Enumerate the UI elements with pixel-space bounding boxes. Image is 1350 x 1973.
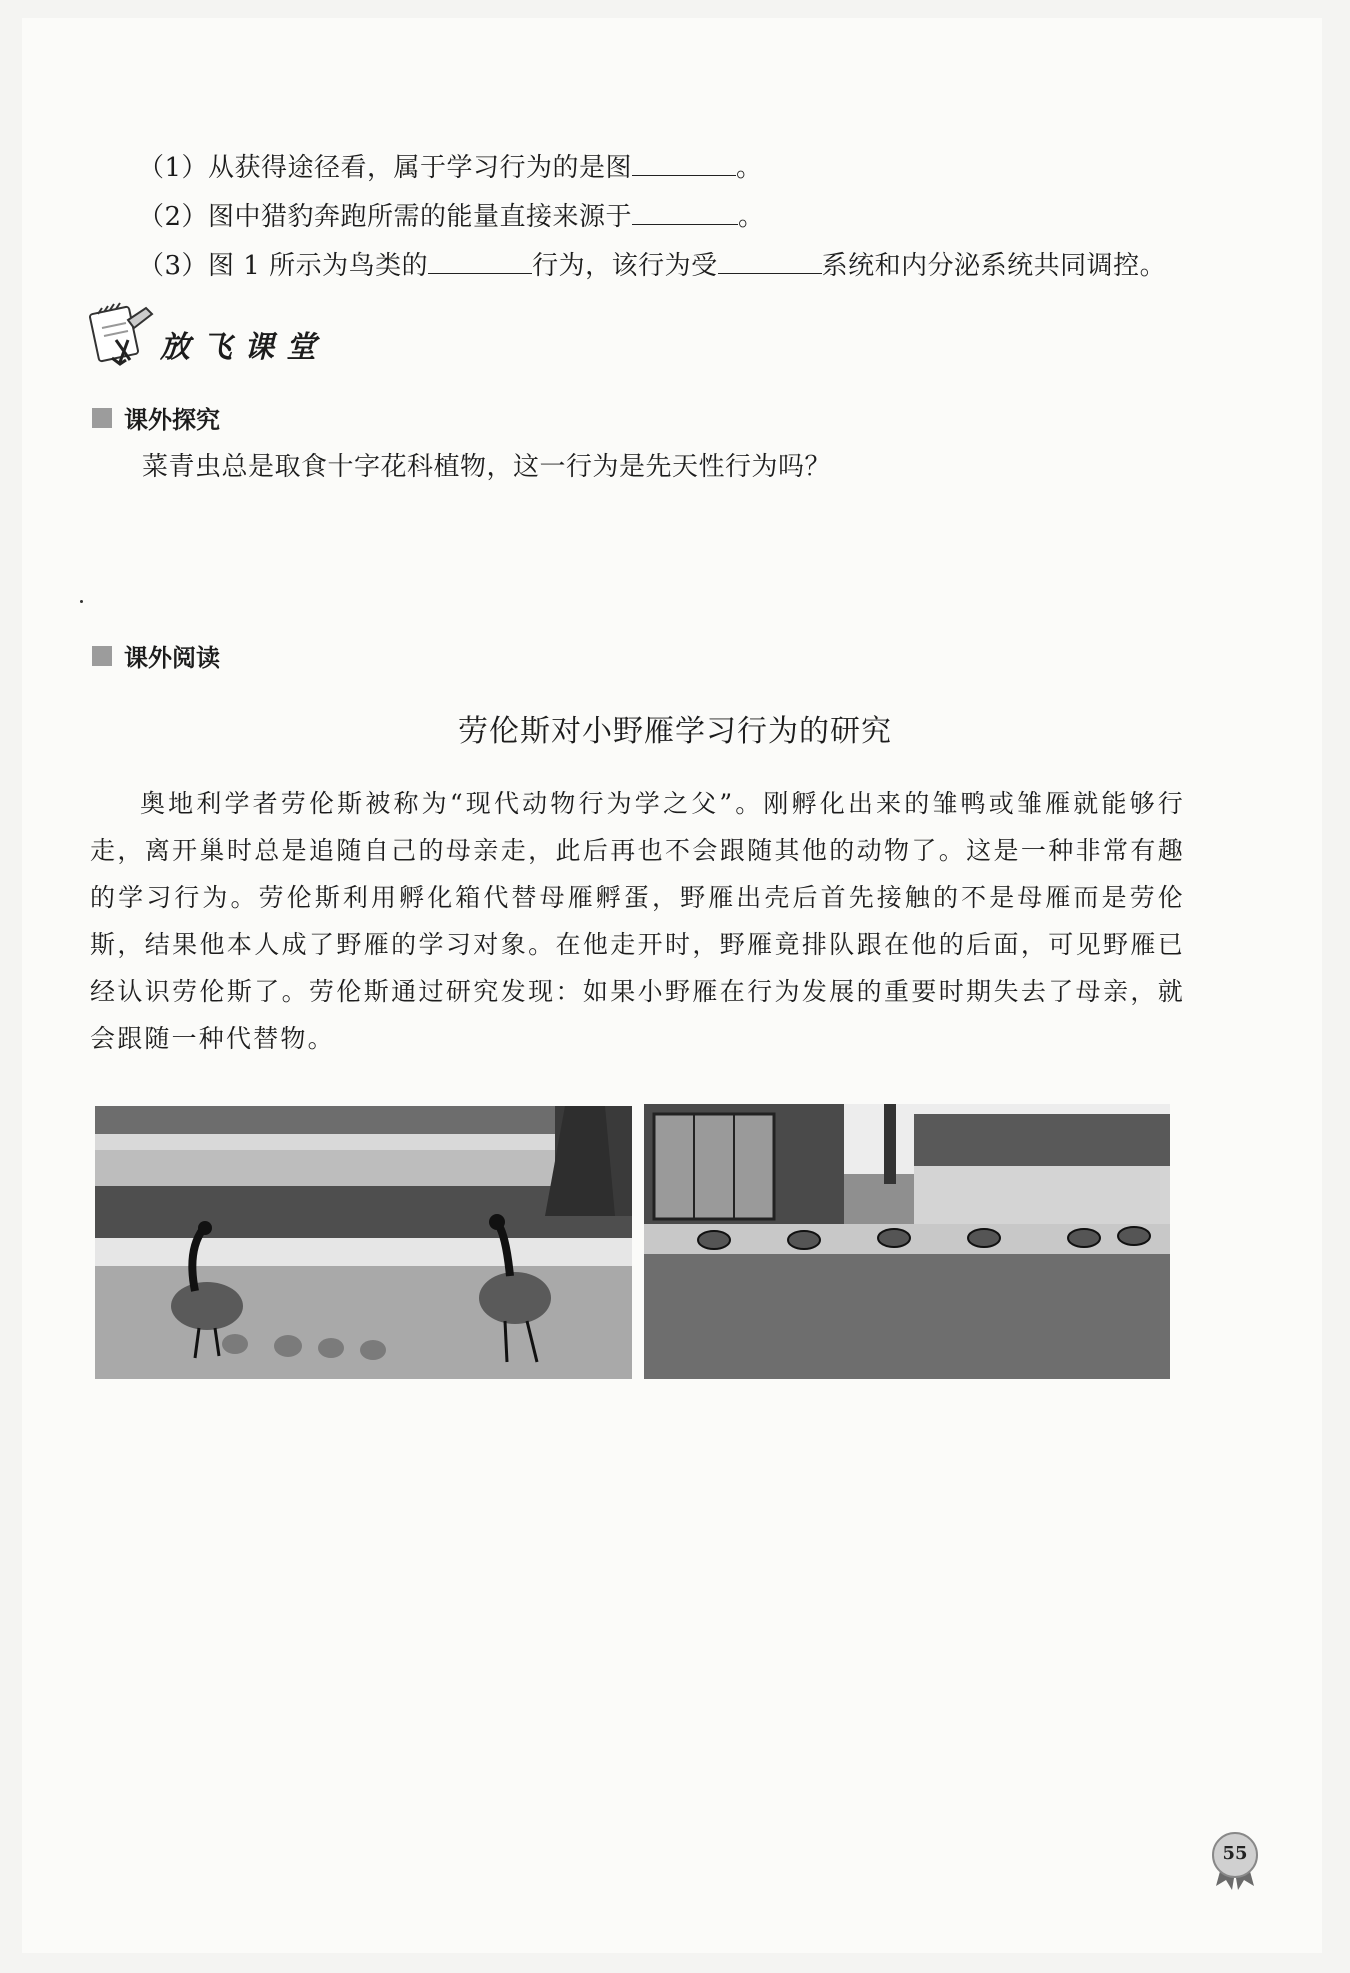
question-3-part1: （3）图 1 所示为鸟类的 bbox=[138, 251, 429, 281]
geese-line-image bbox=[644, 1104, 1170, 1379]
question-1-end: 。 bbox=[736, 153, 763, 183]
section-banner bbox=[88, 300, 388, 370]
explore-question: 菜青虫总是取食十字花科植物，这一行为是先天性行为吗？ bbox=[142, 452, 832, 482]
section-heading-explore bbox=[92, 400, 220, 435]
geese-family-image bbox=[95, 1106, 632, 1379]
article-body: 奥地利学者劳伦斯被称为“现代动物行为学之父”。刚孵化出来的雏鸭或雏雁就能够行走，离开巢时总是追随自己的母亲走，此后再也不会跟随其他的动物了。这是一种非常有趣的学习行为。劳伦斯利用孵化箱代替母雁孵蛋，野雁出壳后首先接触的不是母雁而是劳伦斯，结果他本人成了野雁的学习对象。在他走开时，野雁竟排队跟在他的后面，可见野雁已经认识劳伦斯了。劳伦斯通过研究发现：如果小野雁在行为发展的重要时期失去了母亲，就会跟随一种代替物。 bbox=[90, 789, 1185, 1053]
question-2-text: （2）图中猎豹奔跑所需的能量直接来源于 bbox=[138, 202, 633, 232]
geese-photo-2 bbox=[644, 1104, 1170, 1379]
question-2-end: 。 bbox=[738, 202, 765, 232]
question-2 bbox=[138, 196, 765, 233]
section-heading-reading bbox=[92, 638, 220, 673]
section-marker bbox=[92, 408, 112, 428]
answer-blank-2[interactable] bbox=[632, 202, 738, 225]
question-3-part3: 系统和内分泌系统共同调控。 bbox=[821, 251, 1167, 281]
question-3-part2: 行为，该行为受 bbox=[532, 251, 718, 281]
answer-blank-3[interactable] bbox=[428, 251, 532, 274]
page-number: 55 bbox=[1222, 1843, 1248, 1864]
stray-mark bbox=[80, 600, 83, 603]
section-heading-text: 课外阅读 bbox=[124, 644, 220, 672]
pencil-notebook-icon bbox=[88, 300, 158, 370]
section-marker bbox=[92, 646, 112, 666]
question-1 bbox=[138, 147, 763, 184]
banner-title: 放飞课堂 bbox=[160, 330, 328, 365]
article-title: 劳伦斯对小野雁学习行为的研究 bbox=[458, 714, 892, 749]
question-1-text: （1）从获得途径看，属于学习行为的是图 bbox=[138, 153, 633, 183]
question-3 bbox=[138, 245, 1166, 282]
geese-photo-1 bbox=[95, 1106, 632, 1379]
answer-blank-1[interactable] bbox=[632, 153, 736, 176]
section-heading-text: 课外探究 bbox=[124, 406, 220, 434]
answer-blank-4[interactable] bbox=[718, 251, 822, 274]
